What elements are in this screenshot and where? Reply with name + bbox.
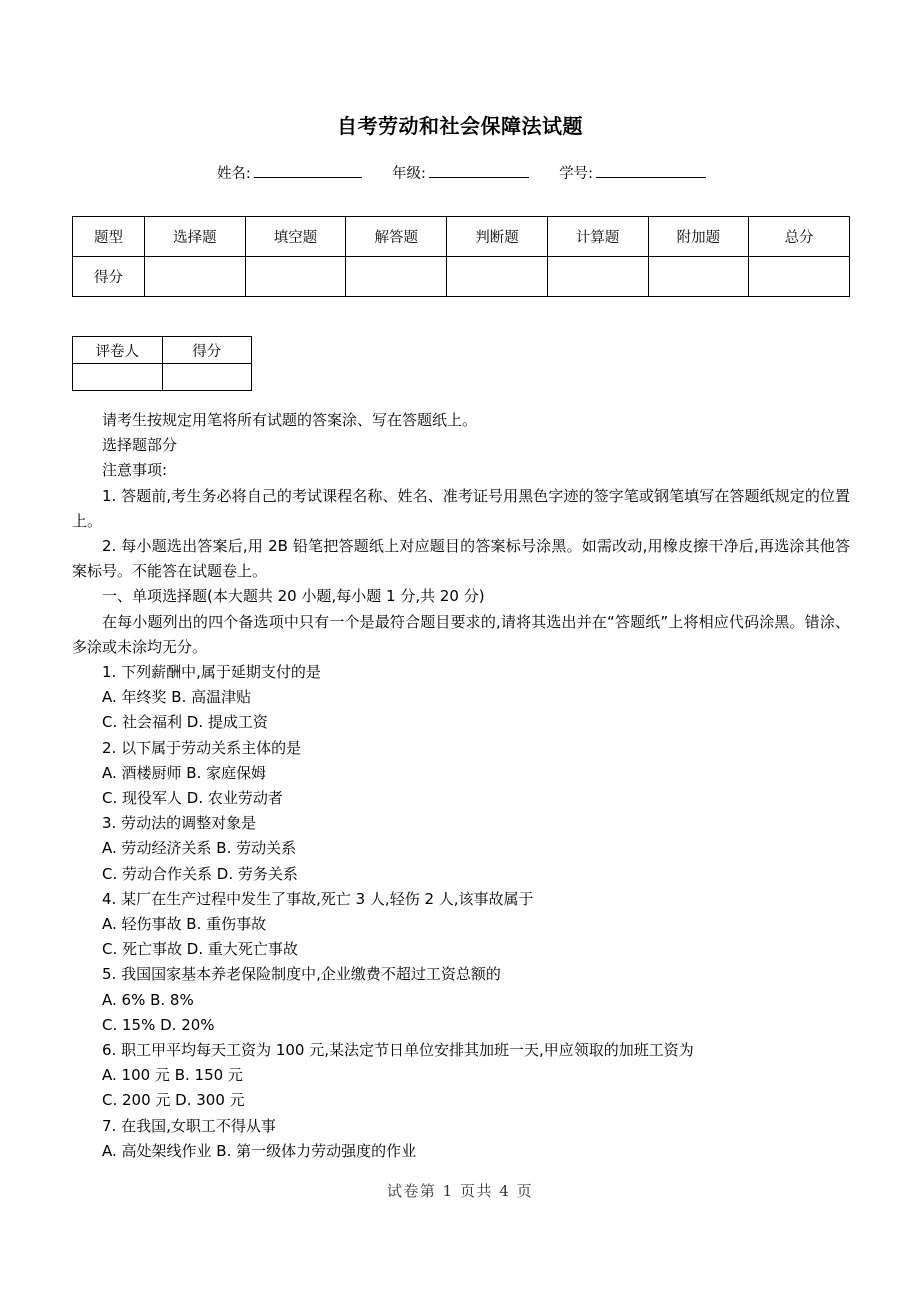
score-cell-1[interactable] (245, 257, 346, 297)
score-row-label: 得分 (73, 257, 145, 297)
identity-line (0, 163, 920, 185)
grade-label: 年级: (392, 166, 426, 182)
score-cell-3[interactable] (447, 257, 548, 297)
question-options-4b[interactable]: C. 死亡事故 D. 重大死亡事故 (102, 940, 298, 959)
table-row (73, 257, 850, 297)
score-cell-4[interactable] (547, 257, 648, 297)
instruction-line-1: 请考生按规定用笔将所有试题的答案涂、写在答题纸上。 (102, 411, 478, 429)
question-options-6a[interactable]: A. 100 元 B. 150 元 (102, 1066, 243, 1085)
table-row (73, 217, 850, 257)
grade-input[interactable] (429, 164, 529, 178)
instruction-line-3: 注意事项: (102, 461, 168, 480)
question-stem-5: 5. 我国国家基本养老保险制度中,企业缴费不超过工资总额的 (102, 965, 501, 984)
score-table (72, 216, 850, 297)
score-header-cell-1: 选择题 (145, 217, 246, 257)
question-options-2b[interactable]: C. 现役军人 D. 农业劳动者 (102, 789, 283, 808)
question-options-2a[interactable]: A. 酒楼厨师 B. 家庭保姆 (102, 763, 267, 782)
marker-cell-1[interactable] (162, 364, 252, 391)
question-stem-2: 2. 以下属于劳动关系主体的是 (102, 738, 302, 757)
table-row (73, 337, 252, 364)
student-id-label: 学号: (559, 166, 594, 182)
question-options-5b[interactable]: C. 15% D. 20% (102, 1015, 215, 1034)
section-directions: 在每小题列出的四个备选项中只有一个是最符合题目要求的,请将其选出并在“答题纸”上将相应代码涂黑。错涂、多涂或未涂均无分。 (72, 612, 850, 656)
marker-header-cell-1: 得分 (162, 337, 252, 364)
question-options-3a[interactable]: A. 劳动经济关系 B. 劳动关系 (102, 839, 297, 858)
instruction-note-1: 1. 答题前,考生务必将自己的考试课程名称、姓名、准考证号用黑色字迹的签字笔或钢笔填写在答题纸规定的位置上。 (72, 486, 850, 530)
question-stem-4: 4. 某厂在生产过程中发生了事故,死亡 3 人,轻伤 2 人,该事故属于 (102, 889, 534, 908)
question-options-4a[interactable]: A. 轻伤事故 B. 重伤事故 (102, 915, 267, 934)
score-header-cell-4: 判断题 (447, 217, 548, 257)
name-label: 姓名: (216, 166, 251, 182)
question-options-5a[interactable]: A. 6% B. 8% (102, 990, 194, 1009)
score-header-cell-6: 附加题 (648, 217, 749, 257)
marker-header-cell-0: 评卷人 (73, 337, 163, 364)
exam-body (72, 408, 850, 1164)
page-footer: 试卷第 1 页共 4 页 (386, 1182, 534, 1200)
question-options-1a[interactable]: A. 年终奖 B. 高温津贴 (102, 688, 252, 707)
score-header-cell-7: 总分 (749, 217, 850, 257)
instruction-note-2: 2. 每小题选出答案后,用 2B 铅笔把答题纸上对应题目的答案标号涂黑。如需改动,用橡皮擦干净后,再选涂其他答案标号。不能答在试题卷上。 (72, 537, 850, 581)
question-stem-7: 7. 在我国,女职工不得从事 (102, 1116, 276, 1135)
score-cell-2[interactable] (346, 257, 447, 297)
question-stem-1: 1. 下列薪酬中,属于延期支付的是 (102, 663, 321, 682)
table-row (73, 364, 252, 391)
question-options-1b[interactable]: C. 社会福利 D. 提成工资 (102, 713, 268, 732)
marker-table (72, 336, 252, 391)
section-heading: 一、单项选择题(本大题共 20 小题,每小题 1 分,共 20 分) (102, 587, 485, 606)
score-cell-0[interactable] (145, 257, 246, 297)
question-options-6b[interactable]: C. 200 元 D. 300 元 (102, 1091, 245, 1110)
score-cell-6[interactable] (749, 257, 850, 297)
question-stem-3: 3. 劳动法的调整对象是 (102, 814, 257, 833)
score-header-cell-2: 填空题 (245, 217, 346, 257)
score-header-cell-3: 解答题 (346, 217, 447, 257)
question-options-3b[interactable]: C. 劳动合作关系 D. 劳务关系 (102, 864, 298, 883)
question-options-7a[interactable]: A. 高处架线作业 B. 第一级体力劳动强度的作业 (102, 1141, 417, 1160)
score-cell-5[interactable] (648, 257, 749, 297)
score-header-cell-5: 计算题 (547, 217, 648, 257)
instruction-line-2: 选择题部分 (102, 436, 178, 455)
name-input[interactable] (254, 164, 362, 178)
score-header-cell-0: 题型 (73, 217, 145, 257)
question-stem-6: 6. 职工甲平均每天工资为 100 元,某法定节日单位安排其加班一天,甲应领取的加班工资为 (102, 1041, 694, 1060)
student-id-input[interactable] (596, 164, 706, 178)
page-title: 自考劳动和社会保障法试题 (337, 114, 583, 138)
marker-cell-0[interactable] (73, 364, 163, 391)
